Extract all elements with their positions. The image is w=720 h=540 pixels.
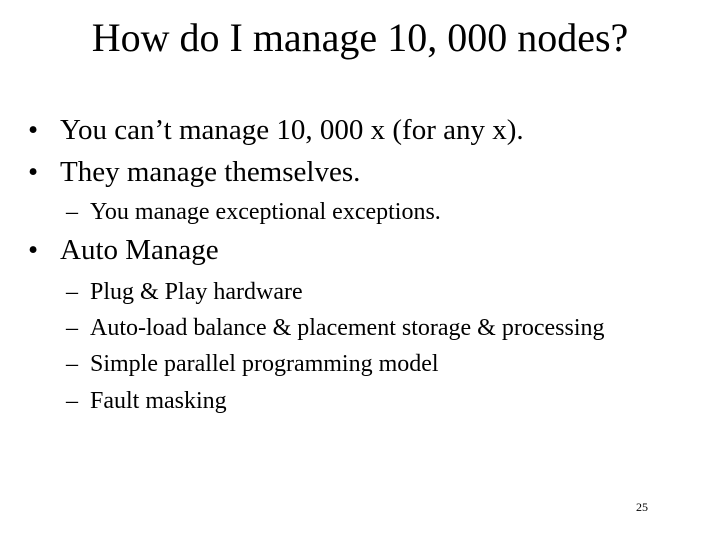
sub-bullet-text: Fault masking: [90, 388, 227, 414]
bullet-marker: •: [28, 234, 39, 266]
bullet-text: They manage themselves.: [60, 156, 361, 188]
bullet-item: [28, 233, 219, 267]
sub-bullet-marker: –: [66, 279, 78, 305]
slide-title: How do I manage 10, 000 nodes?: [91, 15, 629, 60]
sub-bullet-item: [66, 350, 439, 378]
sub-bullet-marker: –: [66, 315, 78, 341]
sub-bullet-item: [66, 278, 303, 306]
sub-bullet-text: Auto-load balance & placement storage & processing: [90, 315, 605, 341]
bullet-item: [28, 155, 360, 189]
sub-bullet-text: Plug & Play hardware: [90, 279, 303, 305]
bullet-marker: •: [28, 156, 39, 188]
bullet-text: You can’t manage 10, 000 x (for any x).: [60, 114, 524, 146]
sub-bullet-item: [66, 198, 441, 226]
sub-bullet-item: [66, 387, 227, 415]
bullet-text: Auto Manage: [60, 234, 219, 266]
sub-bullet-item: [66, 314, 605, 342]
sub-bullet-marker: –: [66, 199, 78, 225]
bullet-marker: •: [28, 114, 39, 146]
sub-bullet-marker: –: [66, 388, 78, 414]
sub-bullet-text: Simple parallel programming model: [90, 351, 439, 377]
sub-bullet-marker: –: [66, 351, 78, 377]
sub-bullet-text: You manage exceptional exceptions.: [90, 199, 441, 225]
slide-number: 25: [636, 500, 648, 514]
bullet-item: [28, 113, 524, 147]
